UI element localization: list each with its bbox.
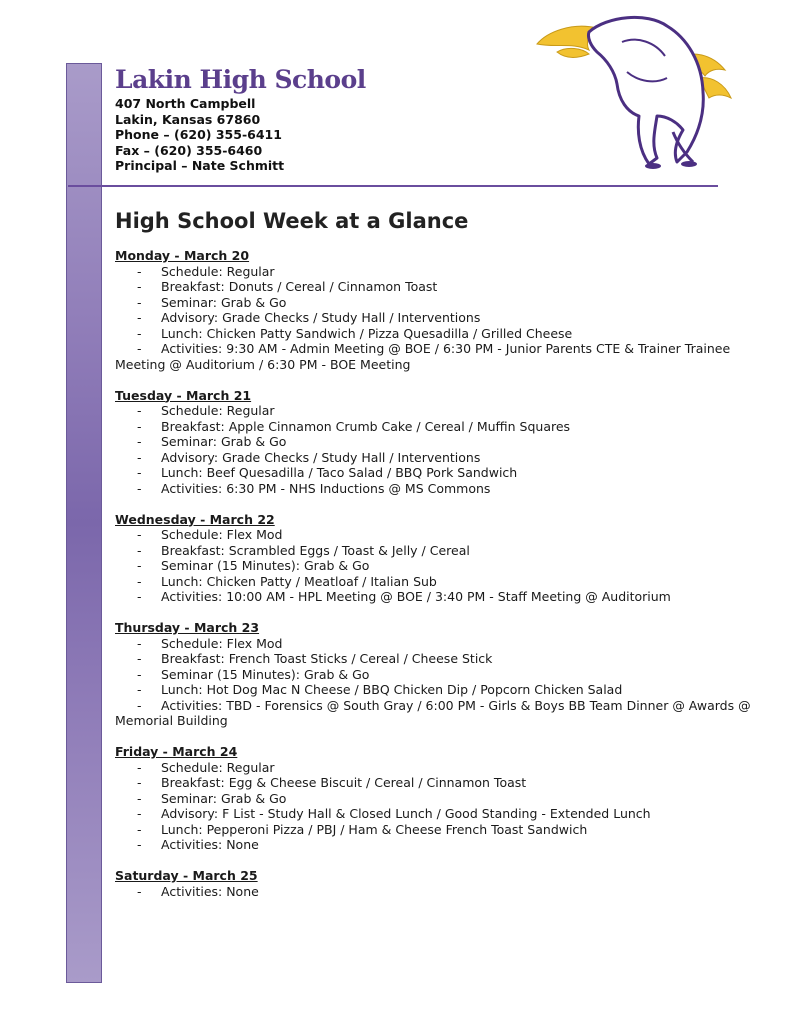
list-item-text: Activities: TBD - Forensics @ South Gray / 6:00 PM - Girls & Boys BB Team Dinner @ Awards @ bbox=[161, 697, 751, 713]
day-section bbox=[115, 248, 731, 372]
mustang-mascot-logo bbox=[527, 12, 737, 172]
day-heading: Friday - March 24 bbox=[115, 744, 238, 759]
list-item-text: Breakfast: French Toast Sticks / Cereal / Cheese Stick bbox=[161, 651, 493, 666]
bullet-dash: - bbox=[137, 589, 142, 604]
list-item bbox=[115, 279, 727, 295]
bullet-dash: - bbox=[137, 341, 142, 356]
bullet-dash: - bbox=[137, 310, 142, 325]
list-item-text: Schedule: Flex Mod bbox=[161, 635, 283, 651]
day-heading: Thursday - March 23 bbox=[115, 620, 260, 635]
day-section bbox=[115, 388, 727, 497]
list-item-text: Lunch: Pepperoni Pizza / PBJ / Ham & Cheese French Toast Sandwich bbox=[161, 821, 588, 837]
list-item bbox=[115, 667, 727, 683]
header-divider bbox=[68, 185, 718, 187]
bullet-dash: - bbox=[137, 651, 142, 666]
day-section bbox=[115, 620, 751, 729]
list-item-text: Breakfast: Egg & Cheese Biscuit / Cereal / Cinnamon Toast bbox=[161, 775, 527, 790]
bullet-dash: - bbox=[137, 821, 142, 837]
list-item bbox=[115, 682, 727, 698]
list-item bbox=[115, 884, 727, 900]
list-item-text: Schedule: Flex Mod bbox=[161, 527, 283, 542]
bullet-dash: - bbox=[137, 806, 142, 821]
sidebar-decorative-bar bbox=[66, 63, 102, 983]
list-item-continuation: Meeting @ Auditorium / 6:30 PM - BOE Meeting bbox=[115, 356, 411, 372]
list-item-continuation: Memorial Building bbox=[115, 713, 228, 728]
list-item bbox=[115, 326, 727, 342]
list-item-text: Advisory: Grade Checks / Study Hall / Interventions bbox=[161, 310, 481, 325]
bullet-dash: - bbox=[137, 434, 142, 449]
list-item bbox=[115, 697, 751, 714]
list-item bbox=[115, 791, 727, 807]
day-section bbox=[115, 512, 727, 605]
list-item bbox=[115, 636, 727, 652]
list-item bbox=[115, 589, 727, 605]
bullet-dash: - bbox=[137, 883, 142, 899]
bullet-dash: - bbox=[137, 837, 142, 852]
list-item bbox=[115, 651, 727, 667]
list-item-text: Advisory: Grade Checks / Study Hall / Interventions bbox=[161, 449, 481, 465]
list-item-text: Activities: 10:00 AM - HPL Meeting @ BOE / 3:40 PM - Staff Meeting @ Auditorium bbox=[161, 589, 671, 604]
week-schedule bbox=[115, 206, 751, 915]
list-item bbox=[115, 434, 727, 450]
day-heading: Saturday - March 25 bbox=[115, 868, 258, 883]
list-item bbox=[115, 310, 727, 326]
bullet-dash: - bbox=[137, 527, 142, 542]
list-item-text: Schedule: Regular bbox=[161, 403, 275, 418]
list-item bbox=[115, 837, 727, 853]
list-item-text: Breakfast: Scrambled Eggs / Toast & Jelly / Cereal bbox=[161, 542, 470, 558]
list-item bbox=[115, 419, 727, 435]
bullet-dash: - bbox=[137, 790, 142, 806]
list-item-text: Lunch: Hot Dog Mac N Cheese / BBQ Chicken Dip / Popcorn Chicken Salad bbox=[161, 682, 623, 697]
list-item-text: Breakfast: Apple Cinnamon Crumb Cake / Cereal / Muffin Squares bbox=[161, 418, 571, 434]
list-item bbox=[115, 264, 727, 280]
bullet-dash: - bbox=[137, 263, 142, 279]
day-heading: Tuesday - March 21 bbox=[115, 387, 252, 403]
list-item-text: Lunch: Beef Quesadilla / Taco Salad / BBQ Pork Sandwich bbox=[161, 465, 518, 480]
list-item bbox=[115, 403, 727, 419]
list-item bbox=[115, 481, 727, 497]
list-item bbox=[115, 760, 727, 776]
bullet-dash: - bbox=[137, 325, 142, 341]
bullet-dash: - bbox=[137, 573, 142, 589]
day-heading: Wednesday - March 22 bbox=[115, 511, 275, 527]
list-item bbox=[115, 806, 727, 822]
list-item-text: Activities: 9:30 AM - Admin Meeting @ BOE / 6:30 PM - Junior Parents CTE & Trainer Trainee bbox=[161, 341, 731, 356]
list-item-text: Activities: None bbox=[161, 883, 259, 899]
list-item-text: Lunch: Chicken Patty Sandwich / Pizza Quesadilla / Grilled Cheese bbox=[161, 325, 573, 341]
bullet-dash: - bbox=[137, 635, 142, 651]
day-heading: Monday - March 20 bbox=[115, 248, 250, 263]
bullet-dash: - bbox=[137, 403, 142, 418]
list-item-text: Advisory: F List - Study Hall & Closed Lunch / Good Standing - Extended Lunch bbox=[161, 806, 651, 821]
list-item bbox=[115, 822, 727, 838]
day-section bbox=[115, 744, 727, 853]
list-item-text: Seminar (15 Minutes): Grab & Go bbox=[161, 558, 370, 573]
list-item-text: Seminar: Grab & Go bbox=[161, 294, 287, 310]
list-item-text: Schedule: Regular bbox=[161, 759, 275, 775]
school-city: Lakin, Kansas 67860 bbox=[115, 111, 261, 127]
bullet-dash: - bbox=[137, 666, 142, 682]
school-phone: Phone – (620) 355-6411 bbox=[115, 127, 282, 142]
bullet-dash: - bbox=[137, 682, 142, 697]
list-item-text: Lunch: Chicken Patty / Meatloaf / Italian Sub bbox=[161, 573, 437, 589]
school-principal: Principal – Nate Schmitt bbox=[115, 158, 285, 173]
list-item-text: Breakfast: Donuts / Cereal / Cinnamon Toast bbox=[161, 279, 438, 294]
list-item bbox=[115, 295, 727, 311]
bullet-dash: - bbox=[137, 465, 142, 480]
list-item bbox=[115, 465, 727, 481]
list-item bbox=[115, 450, 727, 466]
bullet-dash: - bbox=[137, 759, 142, 775]
day-section bbox=[115, 868, 727, 899]
bullet-dash: - bbox=[137, 542, 142, 558]
bullet-dash: - bbox=[137, 449, 142, 465]
school-fax: Fax – (620) 355-6460 bbox=[115, 142, 263, 158]
list-item bbox=[115, 527, 727, 543]
bullet-dash: - bbox=[137, 697, 142, 713]
bullet-dash: - bbox=[137, 775, 142, 790]
days-list bbox=[115, 248, 751, 899]
list-item bbox=[115, 558, 727, 574]
list-item-text: Seminar: Grab & Go bbox=[161, 434, 287, 449]
school-name: Lakin High School bbox=[115, 65, 366, 94]
list-item-text: Seminar (15 Minutes): Grab & Go bbox=[161, 666, 370, 682]
page-title: High School Week at a Glance bbox=[115, 209, 469, 233]
school-address: 407 North Campbell bbox=[115, 96, 256, 111]
list-item bbox=[115, 775, 727, 791]
bullet-dash: - bbox=[137, 294, 142, 310]
list-item-text: Seminar: Grab & Go bbox=[161, 790, 287, 806]
bullet-dash: - bbox=[137, 279, 142, 294]
bullet-dash: - bbox=[137, 558, 142, 573]
school-header bbox=[115, 64, 366, 174]
list-item bbox=[115, 543, 727, 559]
list-item-text: Schedule: Regular bbox=[161, 263, 275, 279]
list-item-text: Activities: 6:30 PM - NHS Inductions @ MS Commons bbox=[161, 480, 491, 496]
bullet-dash: - bbox=[137, 418, 142, 434]
bullet-dash: - bbox=[137, 480, 142, 496]
list-item bbox=[115, 341, 731, 357]
list-item-text: Activities: None bbox=[161, 837, 259, 852]
list-item bbox=[115, 574, 727, 590]
